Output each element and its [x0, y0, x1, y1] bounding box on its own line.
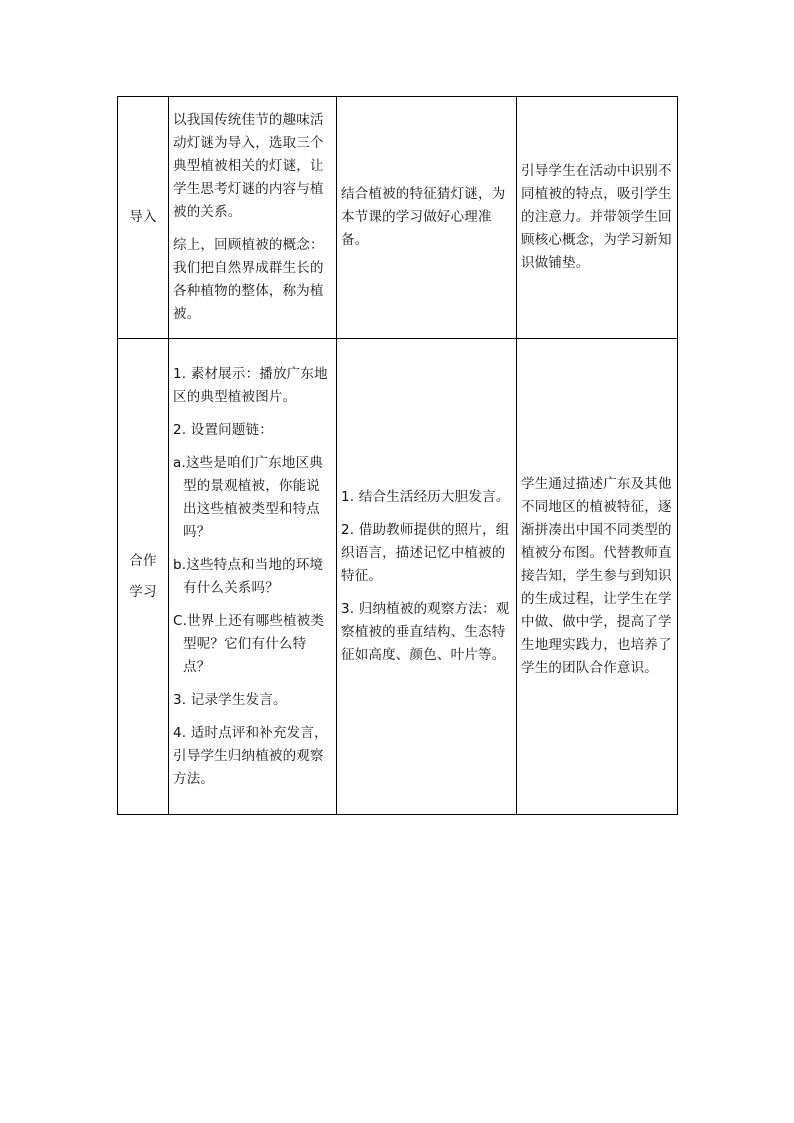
student-step: 1. 结合生活经历大胆发言。 [341, 489, 510, 505]
student-activity-text: 结合植被的特征猜灯谜，为本节课的学习做好心理准备。 [341, 186, 506, 248]
teacher-activity-text: 综上，回顾植被的概念：我们把自然界成群生长的各种植物的整体，称为植被。 [173, 237, 324, 322]
design-intent-cell-intro [517, 97, 678, 339]
question-item: a.这些是咱们广东地区典型的景观植被，你能说出这些植被类型和特点吗？ [173, 454, 323, 540]
teacher-activity-cell-cooperative-learning [169, 339, 337, 815]
teacher-step: 4. 适时点评和补充发言，引导学生归纳植被的观察方法。 [173, 724, 328, 787]
question-item: b.这些特点和当地的环境有什么关系吗？ [173, 556, 324, 596]
design-intent-cell-cooperative-learning [517, 339, 678, 815]
stage-label: 学习 [129, 583, 157, 600]
table-row-intro [118, 97, 678, 339]
student-activity-cell-cooperative-learning [337, 339, 517, 815]
question-item: C.世界上还有哪些植被类型呢？它们有什么特点？ [173, 612, 325, 675]
design-intent-text: 学生通过描述广东及其他不同地区的植被特征，逐渐拼凑出中国不同类型的植被分布图。代替教师直接告知，学生参与到知识的生成过程，让学生在学中做、做中学，提高了学生地理实践力，也培养了学生的团队合作意识。 [521, 476, 672, 676]
design-intent-text: 引导学生在活动中识别不同植被的特点，吸引学生的注意力。并带领学生回顾核心概念，为学习新知识做铺垫。 [521, 163, 672, 271]
student-step: 3. 归纳植被的观察方法：观察植被的垂直结构、生态特征如高度、颜色、叶片等。 [341, 601, 510, 663]
teacher-step: 1. 素材展示：播放广东地区的典型植被图片。 [173, 365, 328, 405]
teacher-step: 3. 记录学生发言。 [173, 691, 287, 708]
stage-cell-intro [118, 97, 169, 339]
teacher-activity-text: 以我国传统佳节的趣味活动灯谜为导入，选取三个典型植被相关的灯谜，让学生思考灯谜的内容与植被的关系。 [173, 112, 324, 220]
stage-label: 导入 [129, 209, 157, 225]
student-activity-cell-intro [337, 97, 517, 339]
lesson-plan-table [117, 96, 678, 815]
teacher-step: 2. 设置问题链： [173, 421, 273, 438]
table-row-cooperative-learning [118, 339, 678, 815]
teacher-activity-cell-intro [169, 97, 337, 339]
stage-cell-cooperative-learning [118, 339, 169, 815]
stage-label: 合作 [129, 552, 157, 569]
student-step: 2. 借助教师提供的照片，组织语言，描述记忆中植被的特征。 [341, 522, 510, 584]
